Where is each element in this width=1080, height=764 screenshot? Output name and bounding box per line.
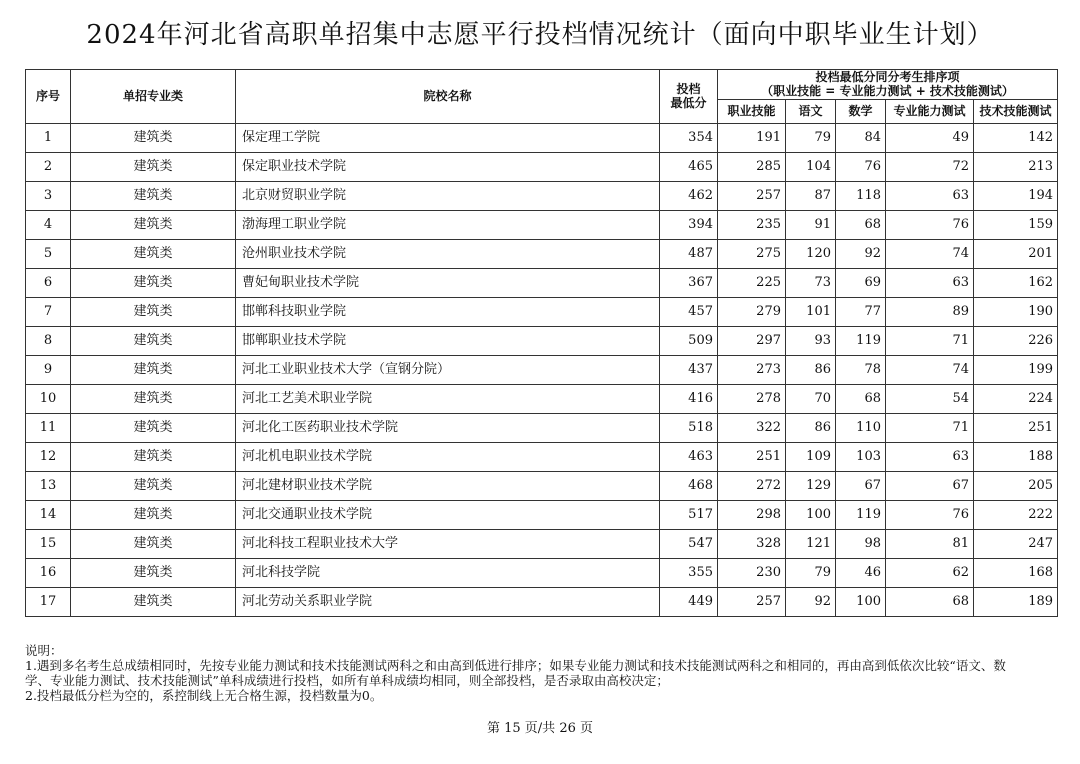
table-row: [26, 268, 1058, 297]
cell-tech-test: 201: [974, 239, 1058, 268]
cell-index: 8: [26, 326, 71, 355]
cell-category: 建筑类: [71, 442, 236, 471]
cell-pro-test: 72: [886, 152, 974, 181]
cell-math: 100: [836, 587, 886, 616]
table-row: [26, 384, 1058, 413]
cell-min-score: 437: [660, 355, 718, 384]
header-chinese: 语文: [786, 99, 836, 123]
cell-index: 3: [26, 181, 71, 210]
cell-skill: 298: [718, 500, 786, 529]
table-body: [26, 123, 1058, 616]
cell-tech-test: 222: [974, 500, 1058, 529]
cell-index: 11: [26, 413, 71, 442]
admission-table: [25, 69, 1058, 617]
cell-pro-test: 63: [886, 268, 974, 297]
cell-skill: 285: [718, 152, 786, 181]
cell-school: 河北劳动关系职业学院: [236, 587, 660, 616]
cell-school: 河北化工医药职业技术学院: [236, 413, 660, 442]
cell-index: 7: [26, 297, 71, 326]
cell-tech-test: 226: [974, 326, 1058, 355]
header-index: 序号: [26, 70, 71, 124]
notes-line2: 学、专业能力测试、技术技能测试”单科成绩进行投档，如所有单科成绩均相同，则全部投档，是否录取由高校决定；: [25, 673, 669, 688]
cell-min-score: 463: [660, 442, 718, 471]
cell-min-score: 518: [660, 413, 718, 442]
cell-category: 建筑类: [71, 326, 236, 355]
cell-chinese: 79: [786, 558, 836, 587]
cell-skill: 272: [718, 471, 786, 500]
cell-math: 68: [836, 384, 886, 413]
cell-skill: 257: [718, 587, 786, 616]
header-category: 单招专业类: [71, 70, 236, 124]
notes-line3: 2.投档最低分栏为空的，系控制线上无合格生源，投档数量为0。: [25, 688, 383, 703]
cell-category: 建筑类: [71, 384, 236, 413]
cell-school: 河北建材职业技术学院: [236, 471, 660, 500]
cell-school: 河北科技学院: [236, 558, 660, 587]
cell-chinese: 73: [786, 268, 836, 297]
cell-min-score: 465: [660, 152, 718, 181]
cell-tech-test: 199: [974, 355, 1058, 384]
cell-math: 77: [836, 297, 886, 326]
cell-tech-test: 224: [974, 384, 1058, 413]
cell-chinese: 109: [786, 442, 836, 471]
cell-tech-test: 205: [974, 471, 1058, 500]
cell-index: 14: [26, 500, 71, 529]
cell-category: 建筑类: [71, 210, 236, 239]
header-school: 院校名称: [236, 70, 660, 124]
cell-category: 建筑类: [71, 529, 236, 558]
table-row: [26, 239, 1058, 268]
page-footer: 第 15 页/共 26 页: [487, 721, 593, 736]
cell-chinese: 93: [786, 326, 836, 355]
cell-chinese: 79: [786, 123, 836, 152]
notes-line1: 1.遇到多名考生总成绩相同时，先按专业能力测试和技术技能测试两科之和由高到低进行排序；如果专业能力测试和技术技能测试两科之和相同的，再由高到低依次比较“语文、数: [25, 658, 1006, 673]
cell-school: 河北交通职业技术学院: [236, 500, 660, 529]
cell-category: 建筑类: [71, 297, 236, 326]
cell-chinese: 129: [786, 471, 836, 500]
cell-pro-test: 63: [886, 442, 974, 471]
cell-pro-test: 81: [886, 529, 974, 558]
cell-chinese: 121: [786, 529, 836, 558]
header-math: 数学: [836, 99, 886, 123]
header-tech-test: 技术技能测试: [974, 99, 1058, 123]
cell-math: 67: [836, 471, 886, 500]
header-rank-group: [718, 70, 1058, 100]
cell-index: 9: [26, 355, 71, 384]
cell-index: 16: [26, 558, 71, 587]
cell-chinese: 100: [786, 500, 836, 529]
cell-chinese: 87: [786, 181, 836, 210]
cell-min-score: 487: [660, 239, 718, 268]
cell-index: 12: [26, 442, 71, 471]
cell-pro-test: 54: [886, 384, 974, 413]
cell-pro-test: 62: [886, 558, 974, 587]
cell-school: 保定理工学院: [236, 123, 660, 152]
cell-pro-test: 76: [886, 210, 974, 239]
cell-tech-test: 190: [974, 297, 1058, 326]
cell-math: 92: [836, 239, 886, 268]
table-row: [26, 355, 1058, 384]
table-row: [26, 123, 1058, 152]
cell-category: 建筑类: [71, 355, 236, 384]
cell-math: 76: [836, 152, 886, 181]
cell-school: 曹妃甸职业技术学院: [236, 268, 660, 297]
cell-skill: 191: [718, 123, 786, 152]
cell-tech-test: 189: [974, 587, 1058, 616]
cell-chinese: 91: [786, 210, 836, 239]
cell-pro-test: 74: [886, 355, 974, 384]
cell-pro-test: 63: [886, 181, 974, 210]
cell-pro-test: 71: [886, 413, 974, 442]
table-row: [26, 471, 1058, 500]
cell-min-score: 468: [660, 471, 718, 500]
table-row: [26, 181, 1058, 210]
cell-min-score: 367: [660, 268, 718, 297]
cell-category: 建筑类: [71, 558, 236, 587]
cell-min-score: 449: [660, 587, 718, 616]
cell-min-score: 517: [660, 500, 718, 529]
table-row: [26, 210, 1058, 239]
cell-skill: 278: [718, 384, 786, 413]
cell-chinese: 104: [786, 152, 836, 181]
cell-school: 邯郸科技职业学院: [236, 297, 660, 326]
cell-tech-test: 168: [974, 558, 1058, 587]
cell-math: 118: [836, 181, 886, 210]
cell-skill: 297: [718, 326, 786, 355]
cell-skill: 275: [718, 239, 786, 268]
cell-math: 68: [836, 210, 886, 239]
table-row: [26, 558, 1058, 587]
notes: [25, 643, 1065, 703]
page-title: 2024年河北省高职单招集中志愿平行投档情况统计（面向中职毕业生计划）: [86, 20, 994, 50]
cell-skill: 322: [718, 413, 786, 442]
cell-category: 建筑类: [71, 587, 236, 616]
cell-tech-test: 251: [974, 413, 1058, 442]
cell-tech-test: 162: [974, 268, 1058, 297]
cell-category: 建筑类: [71, 181, 236, 210]
cell-index: 13: [26, 471, 71, 500]
header-min-score-line2: 最低分: [670, 96, 707, 111]
cell-pro-test: 74: [886, 239, 974, 268]
cell-chinese: 120: [786, 239, 836, 268]
header-pro-test: 专业能力测试: [886, 99, 974, 123]
cell-school: 河北工业职业技术大学（宣钢分院）: [236, 355, 660, 384]
cell-math: 84: [836, 123, 886, 152]
cell-index: 4: [26, 210, 71, 239]
cell-index: 1: [26, 123, 71, 152]
cell-pro-test: 67: [886, 471, 974, 500]
cell-category: 建筑类: [71, 123, 236, 152]
cell-category: 建筑类: [71, 268, 236, 297]
cell-min-score: 416: [660, 384, 718, 413]
table-row: [26, 500, 1058, 529]
cell-tech-test: 213: [974, 152, 1058, 181]
cell-min-score: 394: [660, 210, 718, 239]
cell-school: 渤海理工职业学院: [236, 210, 660, 239]
header-skill: 职业技能: [718, 99, 786, 123]
table-row: [26, 152, 1058, 181]
cell-category: 建筑类: [71, 500, 236, 529]
cell-math: 46: [836, 558, 886, 587]
header-rank-group-line1: 投档最低分同分考生排序项: [815, 70, 960, 84]
cell-chinese: 70: [786, 384, 836, 413]
table-row: [26, 529, 1058, 558]
cell-tech-test: 247: [974, 529, 1058, 558]
cell-chinese: 101: [786, 297, 836, 326]
cell-skill: 257: [718, 181, 786, 210]
cell-pro-test: 49: [886, 123, 974, 152]
cell-school: 河北科技工程职业技术大学: [236, 529, 660, 558]
cell-index: 2: [26, 152, 71, 181]
cell-index: 5: [26, 239, 71, 268]
cell-min-score: 547: [660, 529, 718, 558]
header-min-score: [660, 70, 718, 124]
cell-category: 建筑类: [71, 413, 236, 442]
cell-math: 69: [836, 268, 886, 297]
cell-min-score: 462: [660, 181, 718, 210]
table-row: [26, 413, 1058, 442]
cell-chinese: 86: [786, 413, 836, 442]
cell-school: 北京财贸职业学院: [236, 181, 660, 210]
cell-math: 103: [836, 442, 886, 471]
cell-pro-test: 89: [886, 297, 974, 326]
cell-math: 78: [836, 355, 886, 384]
cell-skill: 279: [718, 297, 786, 326]
cell-chinese: 92: [786, 587, 836, 616]
cell-tech-test: 188: [974, 442, 1058, 471]
cell-pro-test: 68: [886, 587, 974, 616]
header-min-score-line1: 投档: [676, 82, 701, 96]
cell-category: 建筑类: [71, 239, 236, 268]
cell-index: 10: [26, 384, 71, 413]
notes-heading: 说明：: [25, 643, 63, 658]
cell-math: 110: [836, 413, 886, 442]
table-row: [26, 326, 1058, 355]
cell-skill: 251: [718, 442, 786, 471]
cell-min-score: 355: [660, 558, 718, 587]
table-row: [26, 442, 1058, 471]
cell-min-score: 457: [660, 297, 718, 326]
cell-skill: 235: [718, 210, 786, 239]
cell-math: 119: [836, 326, 886, 355]
cell-skill: 225: [718, 268, 786, 297]
cell-school: 沧州职业技术学院: [236, 239, 660, 268]
cell-tech-test: 194: [974, 181, 1058, 210]
cell-category: 建筑类: [71, 152, 236, 181]
cell-school: 邯郸职业技术学院: [236, 326, 660, 355]
cell-tech-test: 142: [974, 123, 1058, 152]
cell-skill: 328: [718, 529, 786, 558]
cell-min-score: 509: [660, 326, 718, 355]
cell-index: 15: [26, 529, 71, 558]
header-rank-group-line2: （职业技能 = 专业能力测试 + 技术技能测试）: [761, 84, 1014, 99]
cell-school: 河北工艺美术职业学院: [236, 384, 660, 413]
cell-pro-test: 71: [886, 326, 974, 355]
cell-tech-test: 159: [974, 210, 1058, 239]
cell-school: 河北机电职业技术学院: [236, 442, 660, 471]
cell-math: 119: [836, 500, 886, 529]
cell-index: 6: [26, 268, 71, 297]
cell-min-score: 354: [660, 123, 718, 152]
cell-skill: 230: [718, 558, 786, 587]
cell-school: 保定职业技术学院: [236, 152, 660, 181]
cell-skill: 273: [718, 355, 786, 384]
cell-pro-test: 76: [886, 500, 974, 529]
cell-chinese: 86: [786, 355, 836, 384]
cell-index: 17: [26, 587, 71, 616]
cell-math: 98: [836, 529, 886, 558]
table-row: [26, 587, 1058, 616]
table-row: [26, 297, 1058, 326]
cell-category: 建筑类: [71, 471, 236, 500]
